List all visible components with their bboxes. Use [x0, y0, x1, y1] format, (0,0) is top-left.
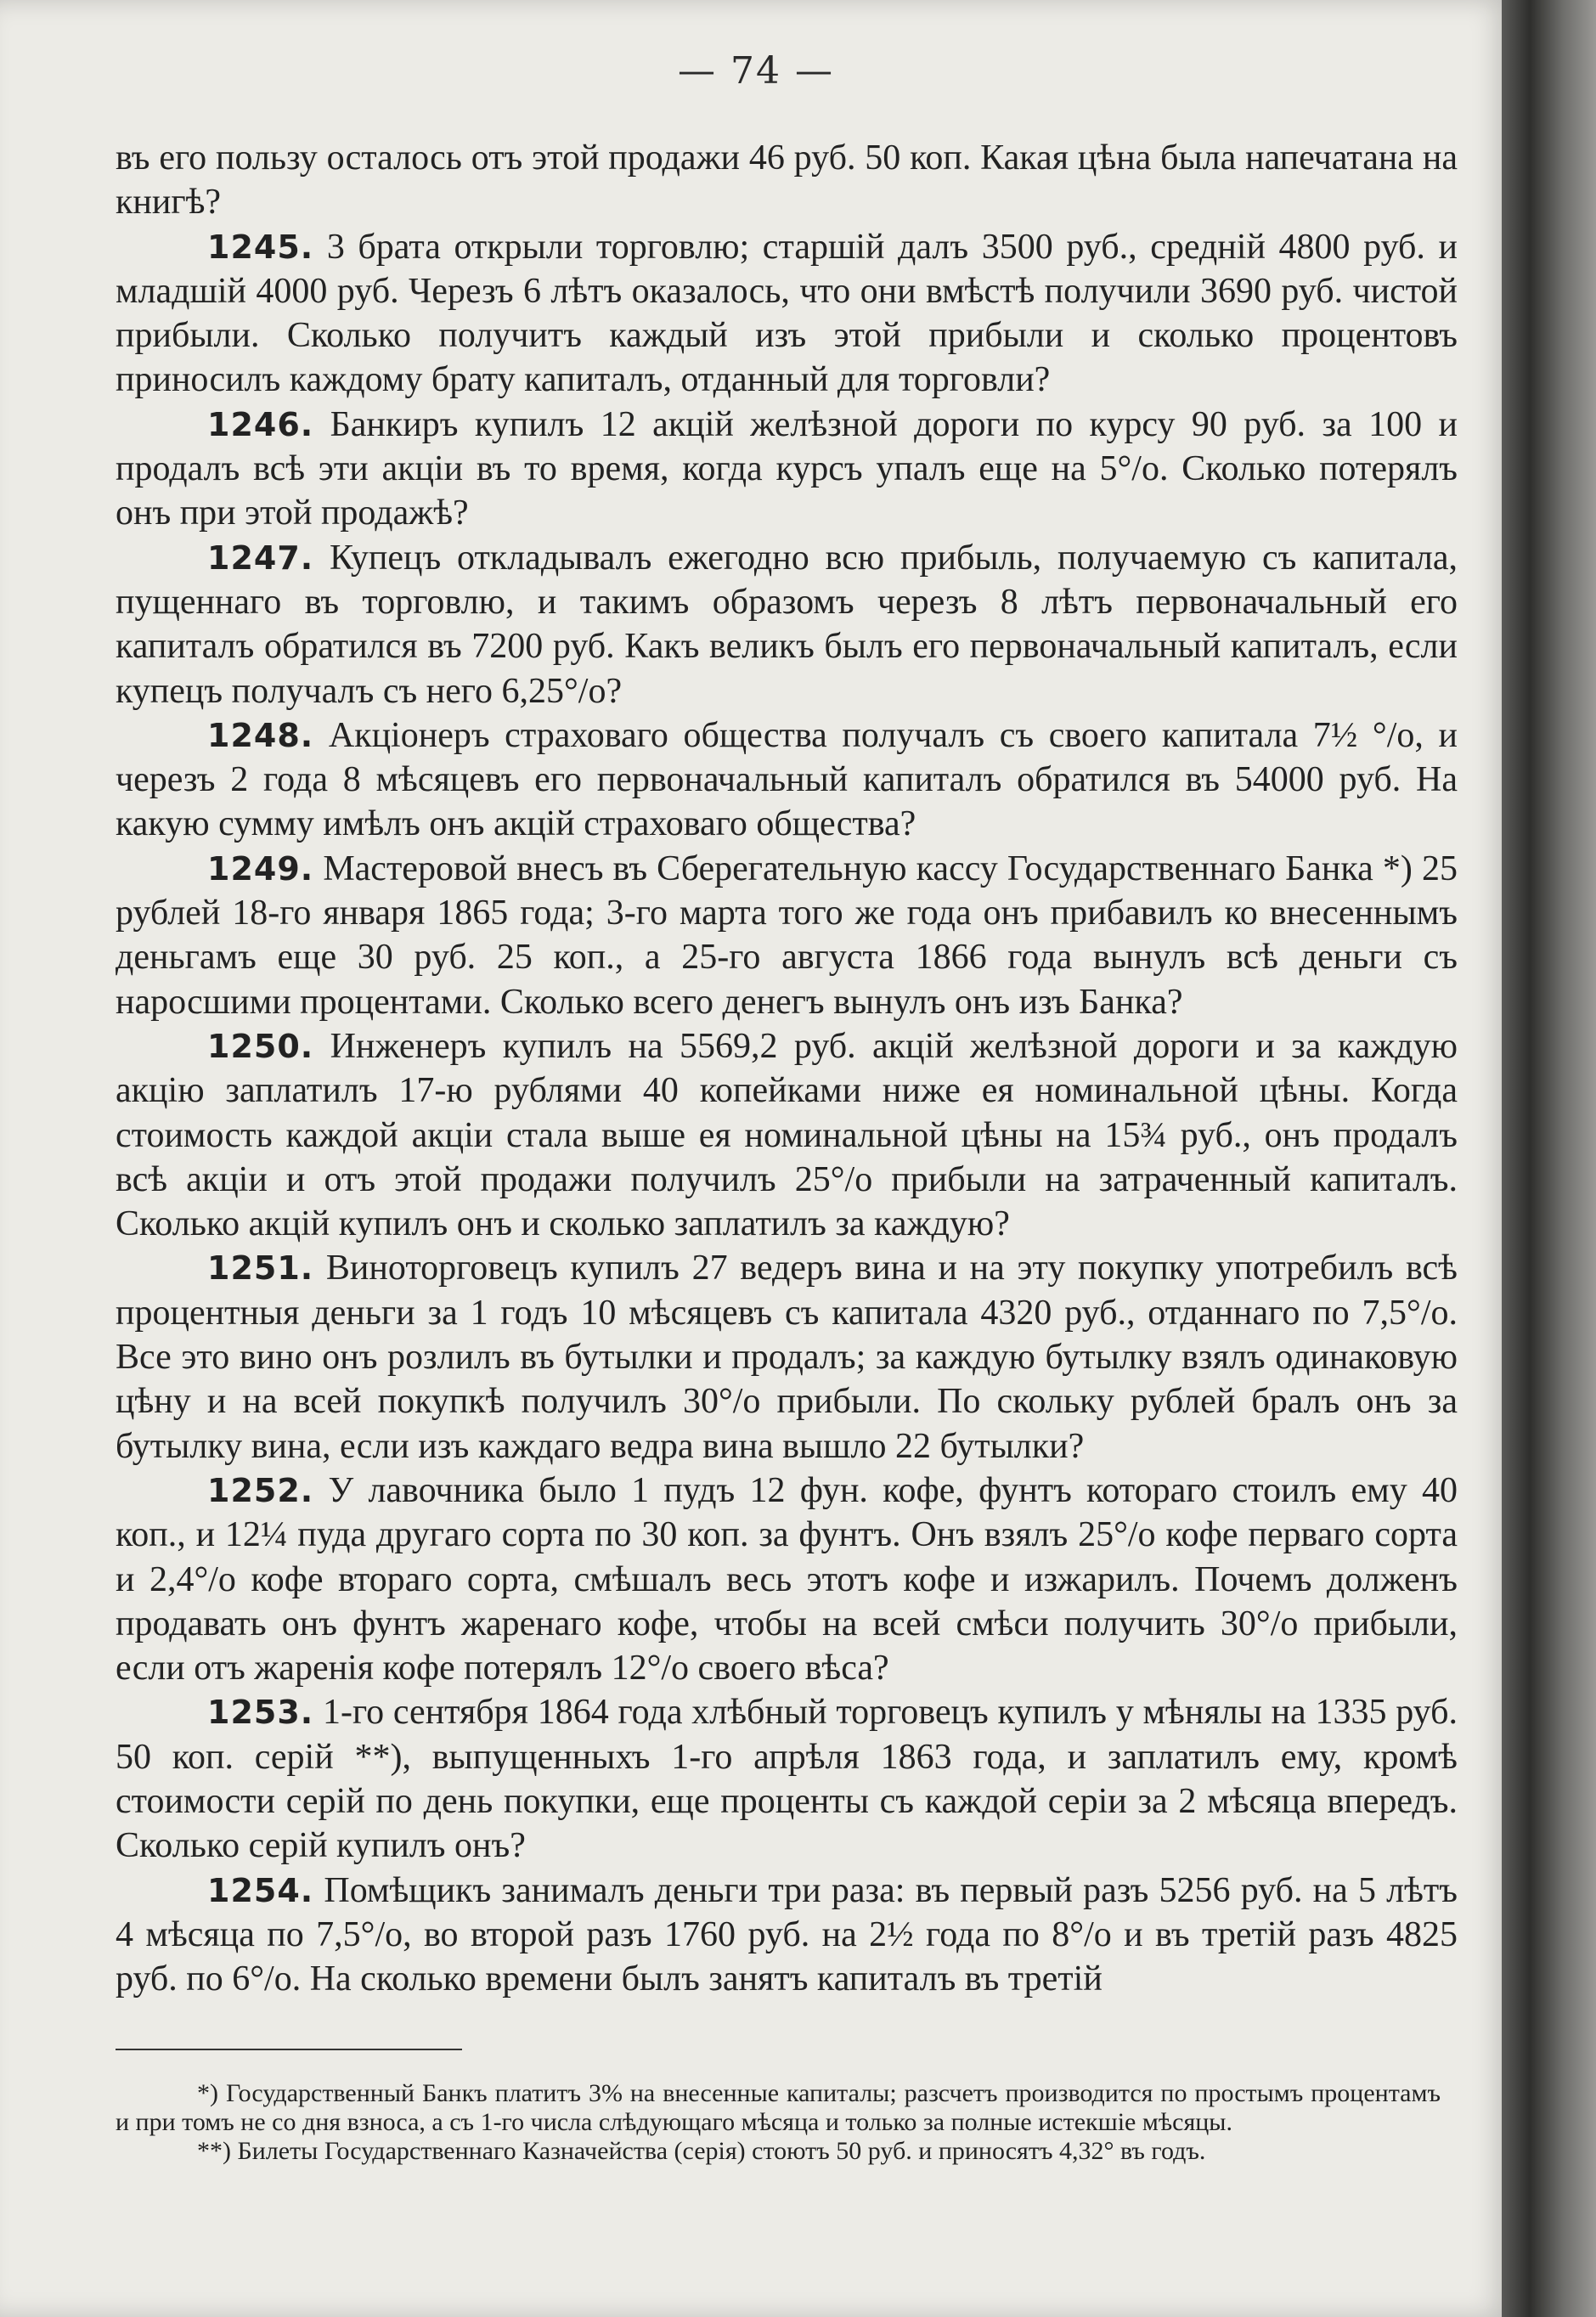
problem-number: 1245.	[207, 228, 314, 266]
footnote-treasury: **) Билеты Государственнаго Казначейства (серія) стоютъ 50 руб. и приносятъ 4,32° въ годъ.	[197, 2137, 1206, 2165]
problem-text: У лавочника было 1 пудъ 12 фун. кофе, фунтъ котораго стоилъ ему 40 коп., и 12¼ пуда другаго сорта по 30 коп. за фунтъ. Онъ взялъ 25°/о кофе перваго сорта и 2,4°/о кофе втораго сорта, смѣшалъ весь этотъ кофе и изжарилъ. Почемъ долженъ продавать онъ фунтъ жаренаго кофе, чтобы на всей смѣси получить 30°/о прибыли, если отъ жаренія кофе потерялъ 12°/о своего вѣса?	[116, 1470, 1458, 1688]
problem-number: 1249.	[207, 849, 314, 888]
problem-number: 1253.	[207, 1694, 314, 1732]
problem-number: 1252.	[207, 1471, 314, 1509]
problem-text: Помѣщикъ занималъ деньги три раза: въ первый разъ 5256 руб. на 5 лѣтъ 4 мѣсяца по 7,5°/о, во второй разъ 1760 руб. на 2½ года по 8°/о и въ третій разъ 4825 руб. по 6°/о. На сколько времени былъ занятъ капиталъ въ третій	[116, 1870, 1458, 1999]
problem-1253	[116, 1690, 1458, 1868]
problem-number: 1248.	[207, 716, 314, 754]
problem-1245	[116, 225, 1458, 403]
problem-1246	[116, 403, 1458, 536]
problem-number: 1247.	[207, 538, 314, 577]
problem-text: Мастеровой внесъ въ Сберегательную кассу Государственнаго Банка *) 25 рублей 18-го января 1865 года; 3-го марта того же года онъ прибавилъ ко внесеннымъ деньгамъ еще 30 руб. 25 коп., а 25-го августа 1866 года вынулъ всѣ деньги съ наросшими процентами. Сколько всего денегъ вынулъ онъ изъ Банка?	[116, 848, 1458, 1022]
continuation-text: въ его пользу осталось отъ этой продажи 46 руб. 50 коп. Какая цѣна была напечатана на книгѣ?	[116, 138, 1458, 223]
problem-1247	[116, 536, 1458, 713]
footnote-bank: *) Государственный Банкъ платитъ 3% на внесенные капиталы; разсчетъ производится по простымъ процентамъ и при томъ не со дня взноса, а съ 1-го числа слѣдующаго мѣсяца и только за полные истекшіе мѣсяцы.	[116, 2079, 1441, 2136]
problem-text: Банкиръ купилъ 12 акцій желѣзной дороги по курсу 90 руб. за 100 и продалъ всѣ эти акціи въ то время, когда курсъ упалъ еще на 5°/о. Сколько потерялъ онъ при этой продажѣ?	[116, 404, 1458, 533]
book-spine	[1502, 0, 1596, 2317]
problem-text: Виноторговецъ купилъ 27 ведеръ вина и на эту покупку употребилъ всѣ процентныя деньги за 1 годъ 10 мѣсяцевъ съ капитала 4320 руб., отданнаго по 7,5°/о. Все это вино онъ розлилъ въ бутылки и продалъ; за каждую бутылку взялъ одинаковую цѣну и на всей покупкѣ получилъ 30°/о прибыли. По скольку рублей бралъ онъ за бутылку вина, если изъ каждаго ведра вина вышло 22 бутылки?	[116, 1249, 1458, 1466]
problem-1248	[116, 713, 1458, 847]
problem-1251	[116, 1246, 1458, 1468]
problem-text: Акціонеръ страховаго общества получалъ съ своего капитала 7½ °/о, и черезъ 2 года 8 мѣсяцевъ его первоначальный капиталъ обратился въ 54000 руб. На какую сумму имѣлъ онъ акцій страховаго общества?	[116, 715, 1458, 844]
problem-1254	[116, 1869, 1458, 2002]
problem-text: 3 брата открыли торговлю; старшій далъ 3500 руб., средній 4800 руб. и младшій 4000 руб. Черезъ 6 лѣтъ оказалось, что они вмѣстѣ получили 3690 руб. чистой прибыли. Сколько получитъ каждый изъ этой прибыли и сколько процентовъ приносилъ каждому брату капиталъ, отданный для торговли?	[116, 227, 1458, 400]
problem-text: Купецъ откладывалъ ежегодно всю прибыль, получаемую съ капитала, пущеннаго въ торговлю, и такимъ образомъ черезъ 8 лѣтъ первоначальный его капиталъ обратился въ 7200 руб. Какъ великъ былъ его первоначальный капиталъ, если купецъ получалъ съ него 6,25°/о?	[116, 538, 1458, 711]
page-number: — 74 —	[678, 49, 834, 93]
problem-1249	[116, 847, 1458, 1024]
page-body	[116, 136, 1458, 2001]
problem-text: Инженеръ купилъ на 5569,2 руб. акцій желѣзной дороги и за каждую акцію заплатилъ 17-ю рублями 40 копейками ниже ея номинальной цѣны. Когда стоимость каждой акціи стала выше ея номинальной цѣны на 15¾ руб., онъ продалъ всѣ акціи и отъ этой продажи получилъ 25°/о прибыли на затраченный капиталъ. Сколько акцій купилъ онъ и сколько заплатилъ за каждую?	[116, 1026, 1458, 1244]
problem-1252	[116, 1469, 1458, 1690]
problem-number: 1250.	[207, 1027, 314, 1065]
problem-text: 1-го сентября 1864 года хлѣбный торговецъ купилъ у мѣнялы на 1335 руб. 50 коп. серій **), выпущенныхъ 1-го апрѣля 1863 года, и заплатилъ ему, кромѣ стоимости серій по день покупки, еще проценты съ каждой серіи за 2 мѣсяца впередъ. Сколько серій купилъ онъ?	[116, 1693, 1458, 1866]
problem-number: 1246.	[207, 405, 314, 443]
footnote-divider	[116, 2049, 462, 2050]
footnotes	[116, 2079, 1441, 2166]
problem-number: 1254.	[207, 1871, 314, 1909]
problem-number: 1251.	[207, 1249, 314, 1288]
problem-1250	[116, 1024, 1458, 1246]
